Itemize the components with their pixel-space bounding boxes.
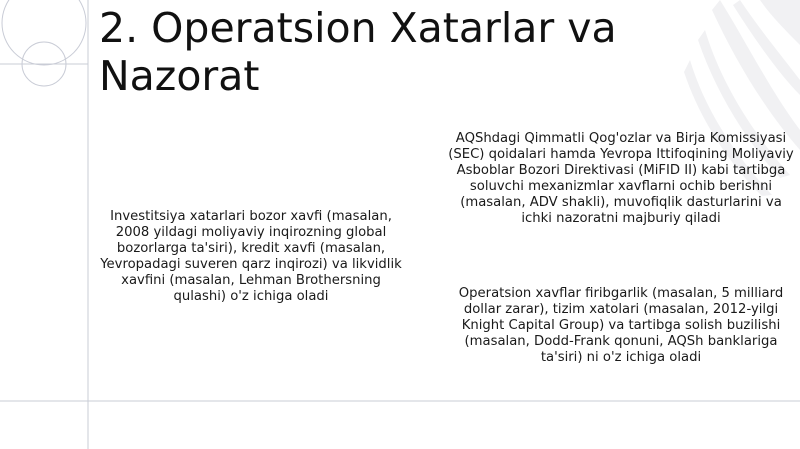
paragraph-operational-risks: Operatsion xavflar firibgarlik (masalan, 5 milliard dollar zarar), tizim xatolari (masalan, 2012-yilgi Knight Capital Group) va tartibga solish buzilishi (masalan, Dodd-Frank qonuni, AQSh banklariga ta'siri) ni o'z ichiga oladi — [458, 286, 784, 365]
decorative-circle-large — [2, 0, 86, 65]
paragraph-regulatory-mechanisms: AQShdagi Qimmatli Qog'ozlar va Birja Komissiyasi (SEC) qoidalari hamda Yevropa Ittifoqining Moliyaviy Asboblar Bozori Direktivasi (MiFID II) kabi tartibga soluvchi mexanizmlar xavflarni ochib berishni (masalan, ADV shakli), muvofiqlik dasturlarini va ichki nazoratni majburiy qiladi — [448, 131, 794, 226]
slide-title: 2. Operatsion Xatarlar va Nazorat — [99, 4, 617, 100]
paragraph-investment-risks: Investitsiya xatarlari bozor xavfi (masalan, 2008 yildagi moliyaviy inqirozning global bozorlarga ta'siri), kredit xavfi (masalan, Yevropadagi suveren qarz inqirozi) va likvidlik xavfini (masalan, Lehman Brothersning qulashi) o'z ichiga oladi — [100, 209, 402, 304]
